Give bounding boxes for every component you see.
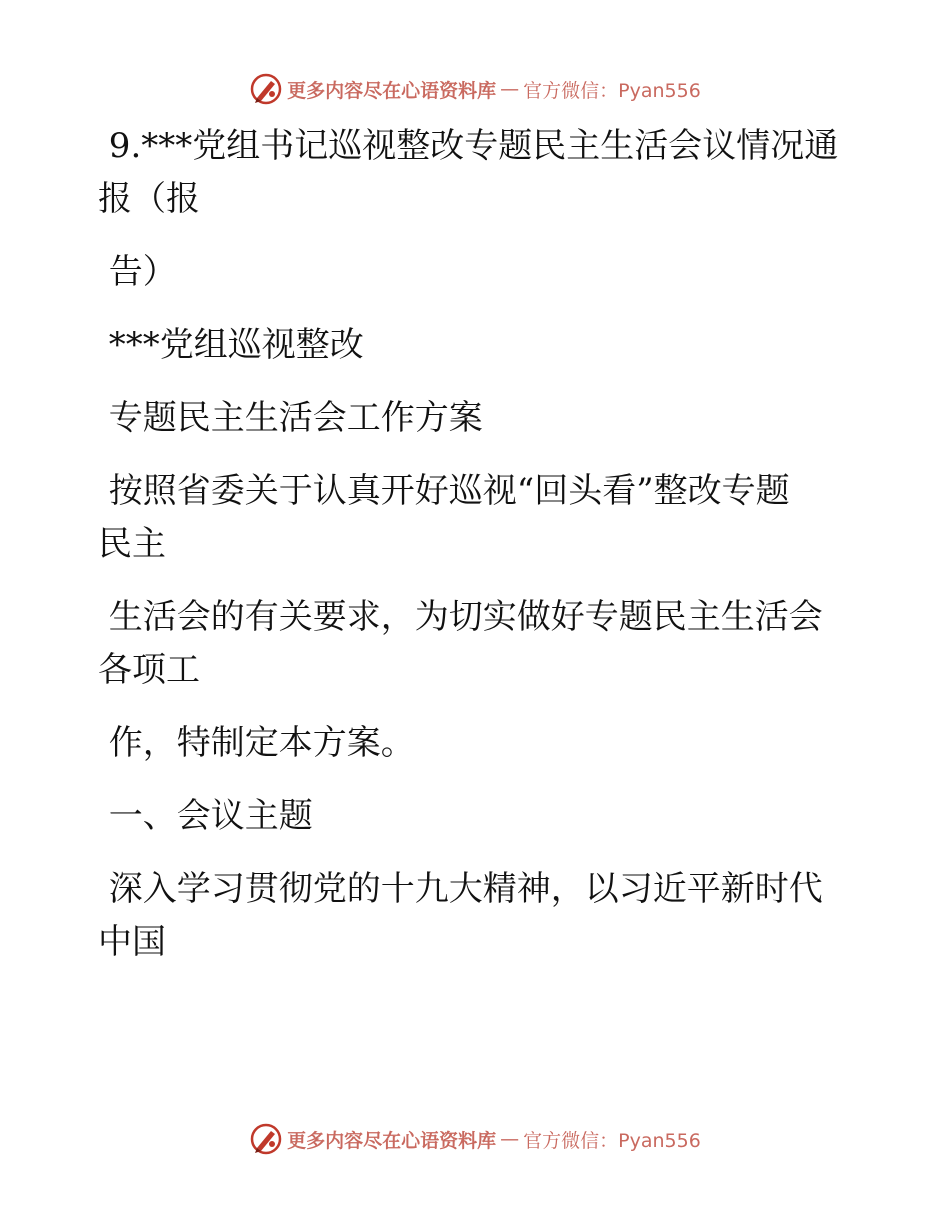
pen-logo-icon <box>249 72 283 106</box>
watermark-main-text: 更多内容尽在心语资料库 <box>287 1129 497 1152</box>
watermark-footer <box>0 1122 950 1156</box>
doc-line-para-4b: 中国 <box>98 922 166 962</box>
watermark-main-text: 更多内容尽在心语资料库 <box>287 79 497 102</box>
watermark-sub-text: 官方微信：Pyan556 <box>523 79 701 102</box>
doc-line-section-heading: 一、会议主题 <box>98 796 313 836</box>
doc-line-heading-1: ***党组巡视整改 <box>98 325 364 365</box>
doc-line-title-1: 9.***党组书记巡视整改专题民主生活会议情况通 <box>98 126 839 166</box>
watermark-dash: — <box>500 78 520 100</box>
doc-line-title-2: 报（报 <box>98 179 200 219</box>
doc-line-para-1b: 民主 <box>98 524 166 564</box>
doc-line-para-2b: 各项工 <box>98 650 200 690</box>
doc-line-heading-2: 专题民主生活会工作方案 <box>98 398 483 438</box>
watermark-header <box>0 72 950 106</box>
doc-line-para-1a: 按照省委关于认真开好巡视“回头看”整改专题 <box>98 471 790 511</box>
document-body <box>98 126 858 962</box>
doc-line-para-3: 作，特制定本方案。 <box>98 723 415 763</box>
doc-line-title-3: 告） <box>98 252 177 292</box>
doc-line-para-4a: 深入学习贯彻党的十九大精神，以习近平新时代 <box>98 869 823 909</box>
watermark-sub-text: 官方微信：Pyan556 <box>523 1129 701 1152</box>
pen-logo-icon <box>249 1122 283 1156</box>
doc-line-para-2a: 生活会的有关要求，为切实做好专题民主生活会 <box>98 597 823 637</box>
watermark-dash: — <box>500 1128 520 1150</box>
